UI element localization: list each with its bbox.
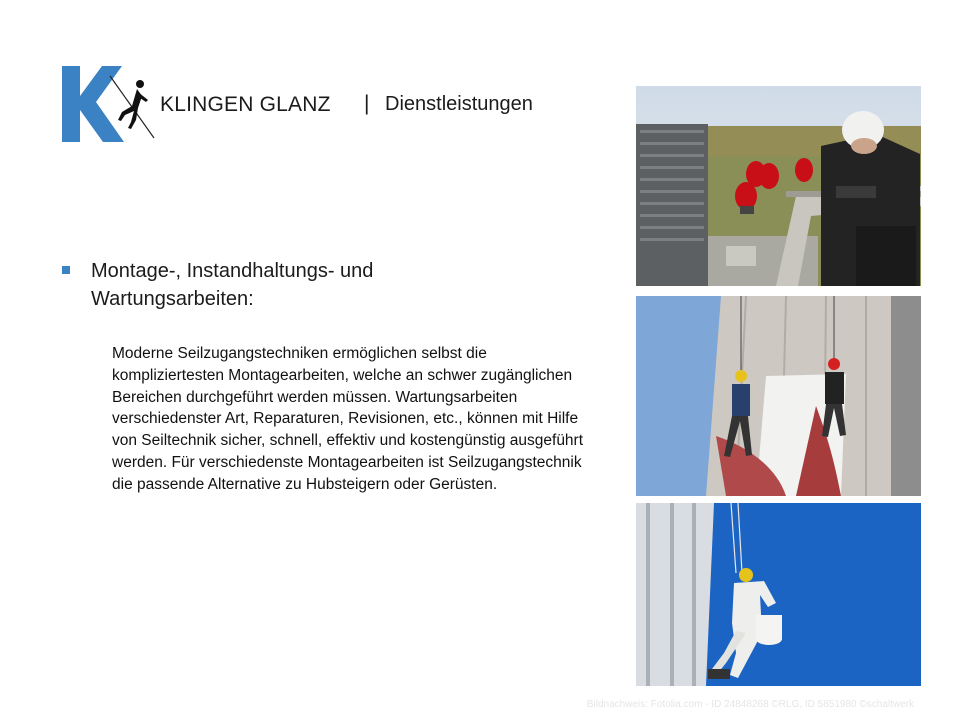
section-title: Dienstleistungen [385,93,533,115]
klingen-glanz-logo [58,62,158,146]
climber-k-logo-icon [58,62,158,146]
bullet-square-icon [62,266,70,274]
photo-rooftop-worker [636,86,921,286]
image-credit: Bildnachweis: Fotolia.com - ID 24848268 ©RLG, ID 5851980 ©schaltwerk [586,699,914,710]
brand-name: KLINGEN GLANZ [160,93,331,116]
photo-facade-climbers [636,296,921,496]
photo-painter-climber [636,503,921,686]
body-paragraph: Moderne Seilzugangstechniken ermöglichen selbst die kompliziertesten Montagearbeiten, welche an schwer zugänglichen Bereichen durchgeführt werden müssen. Wartungsarbeiten verschiedenster Art, Reparaturen, Revisionen, etc., können mit Hilfe von Seiltechnik sicher, schnell, effektiv und kostengünstig ausgeführt werden. Für verschiedenste Montagearbeiten ist Seilzugangstechnik die passende Alternative zu Hubsteigern oder Gerüsten. [112,345,584,493]
bullet-heading: Montage-, Instandhaltungs- und Wartungsarbeiten: [91,260,374,310]
title-separator: | [364,92,370,115]
